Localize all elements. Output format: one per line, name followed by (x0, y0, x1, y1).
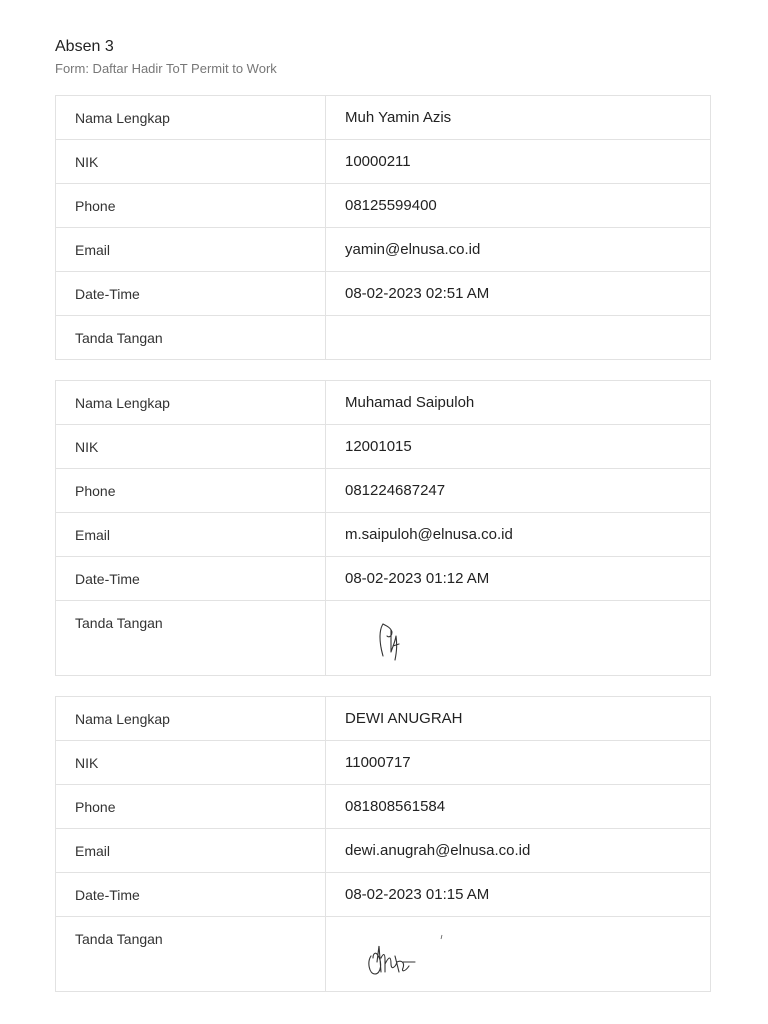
label-nik: NIK (56, 741, 326, 784)
label-phone: Phone (56, 184, 326, 227)
signature-cell (326, 917, 710, 991)
value-datetime: 08-02-2023 01:12 AM (345, 570, 490, 587)
label-signature: Tanda Tangan (56, 316, 326, 359)
row-email (56, 829, 710, 873)
row-datetime (56, 272, 710, 316)
row-email (56, 513, 710, 557)
label-signature: Tanda Tangan (56, 601, 326, 675)
label-email: Email (56, 228, 326, 271)
value-email: m.saipuloh@elnusa.co.id (345, 526, 513, 543)
label-datetime: Date-Time (56, 873, 326, 916)
attendance-record (55, 95, 711, 360)
value-name: DEWI ANUGRAH (345, 710, 463, 727)
value-phone: 081808561584 (345, 798, 446, 815)
value-email: yamin@elnusa.co.id (345, 241, 481, 258)
value-phone: 08125599400 (345, 197, 437, 214)
signature-cell (326, 601, 710, 675)
value-nik: 10000211 (345, 153, 411, 170)
row-signature (56, 316, 710, 359)
label-signature: Tanda Tangan (56, 917, 326, 991)
row-signature (56, 601, 710, 675)
label-phone: Phone (56, 469, 326, 512)
label-name: Nama Lengkap (56, 697, 326, 740)
value-datetime: 08-02-2023 02:51 AM (345, 285, 490, 302)
row-phone (56, 785, 710, 829)
row-phone (56, 469, 710, 513)
signature-empty (326, 316, 710, 359)
signature-image (365, 616, 425, 666)
form-subtitle: Form: Daftar Hadir ToT Permit to Work (55, 61, 277, 76)
label-datetime: Date-Time (56, 557, 326, 600)
value-datetime: 08-02-2023 01:15 AM (345, 886, 490, 903)
value-email: dewi.anugrah@elnusa.co.id (345, 842, 531, 859)
label-email: Email (56, 829, 326, 872)
row-name (56, 697, 710, 741)
label-nik: NIK (56, 425, 326, 468)
value-phone: 081224687247 (345, 482, 446, 499)
row-nik (56, 741, 710, 785)
value-name: Muh Yamin Azis (345, 109, 452, 126)
row-datetime (56, 873, 710, 917)
row-name (56, 96, 710, 140)
label-phone: Phone (56, 785, 326, 828)
label-nik: NIK (56, 140, 326, 183)
row-nik (56, 425, 710, 469)
attendance-record (55, 380, 711, 676)
value-nik: 12001015 (345, 438, 412, 455)
signature-image (365, 932, 465, 982)
row-nik (56, 140, 710, 184)
label-name: Nama Lengkap (56, 381, 326, 424)
label-datetime: Date-Time (56, 272, 326, 315)
records-list (55, 95, 713, 992)
row-email (56, 228, 710, 272)
row-datetime (56, 557, 710, 601)
label-email: Email (56, 513, 326, 556)
label-name: Nama Lengkap (56, 96, 326, 139)
value-nik: 11000717 (345, 754, 411, 771)
attendance-record (55, 696, 711, 992)
page-title: Absen 3 (55, 38, 114, 55)
row-phone (56, 184, 710, 228)
value-name: Muhamad Saipuloh (345, 394, 475, 411)
row-name (56, 381, 710, 425)
row-signature (56, 917, 710, 991)
